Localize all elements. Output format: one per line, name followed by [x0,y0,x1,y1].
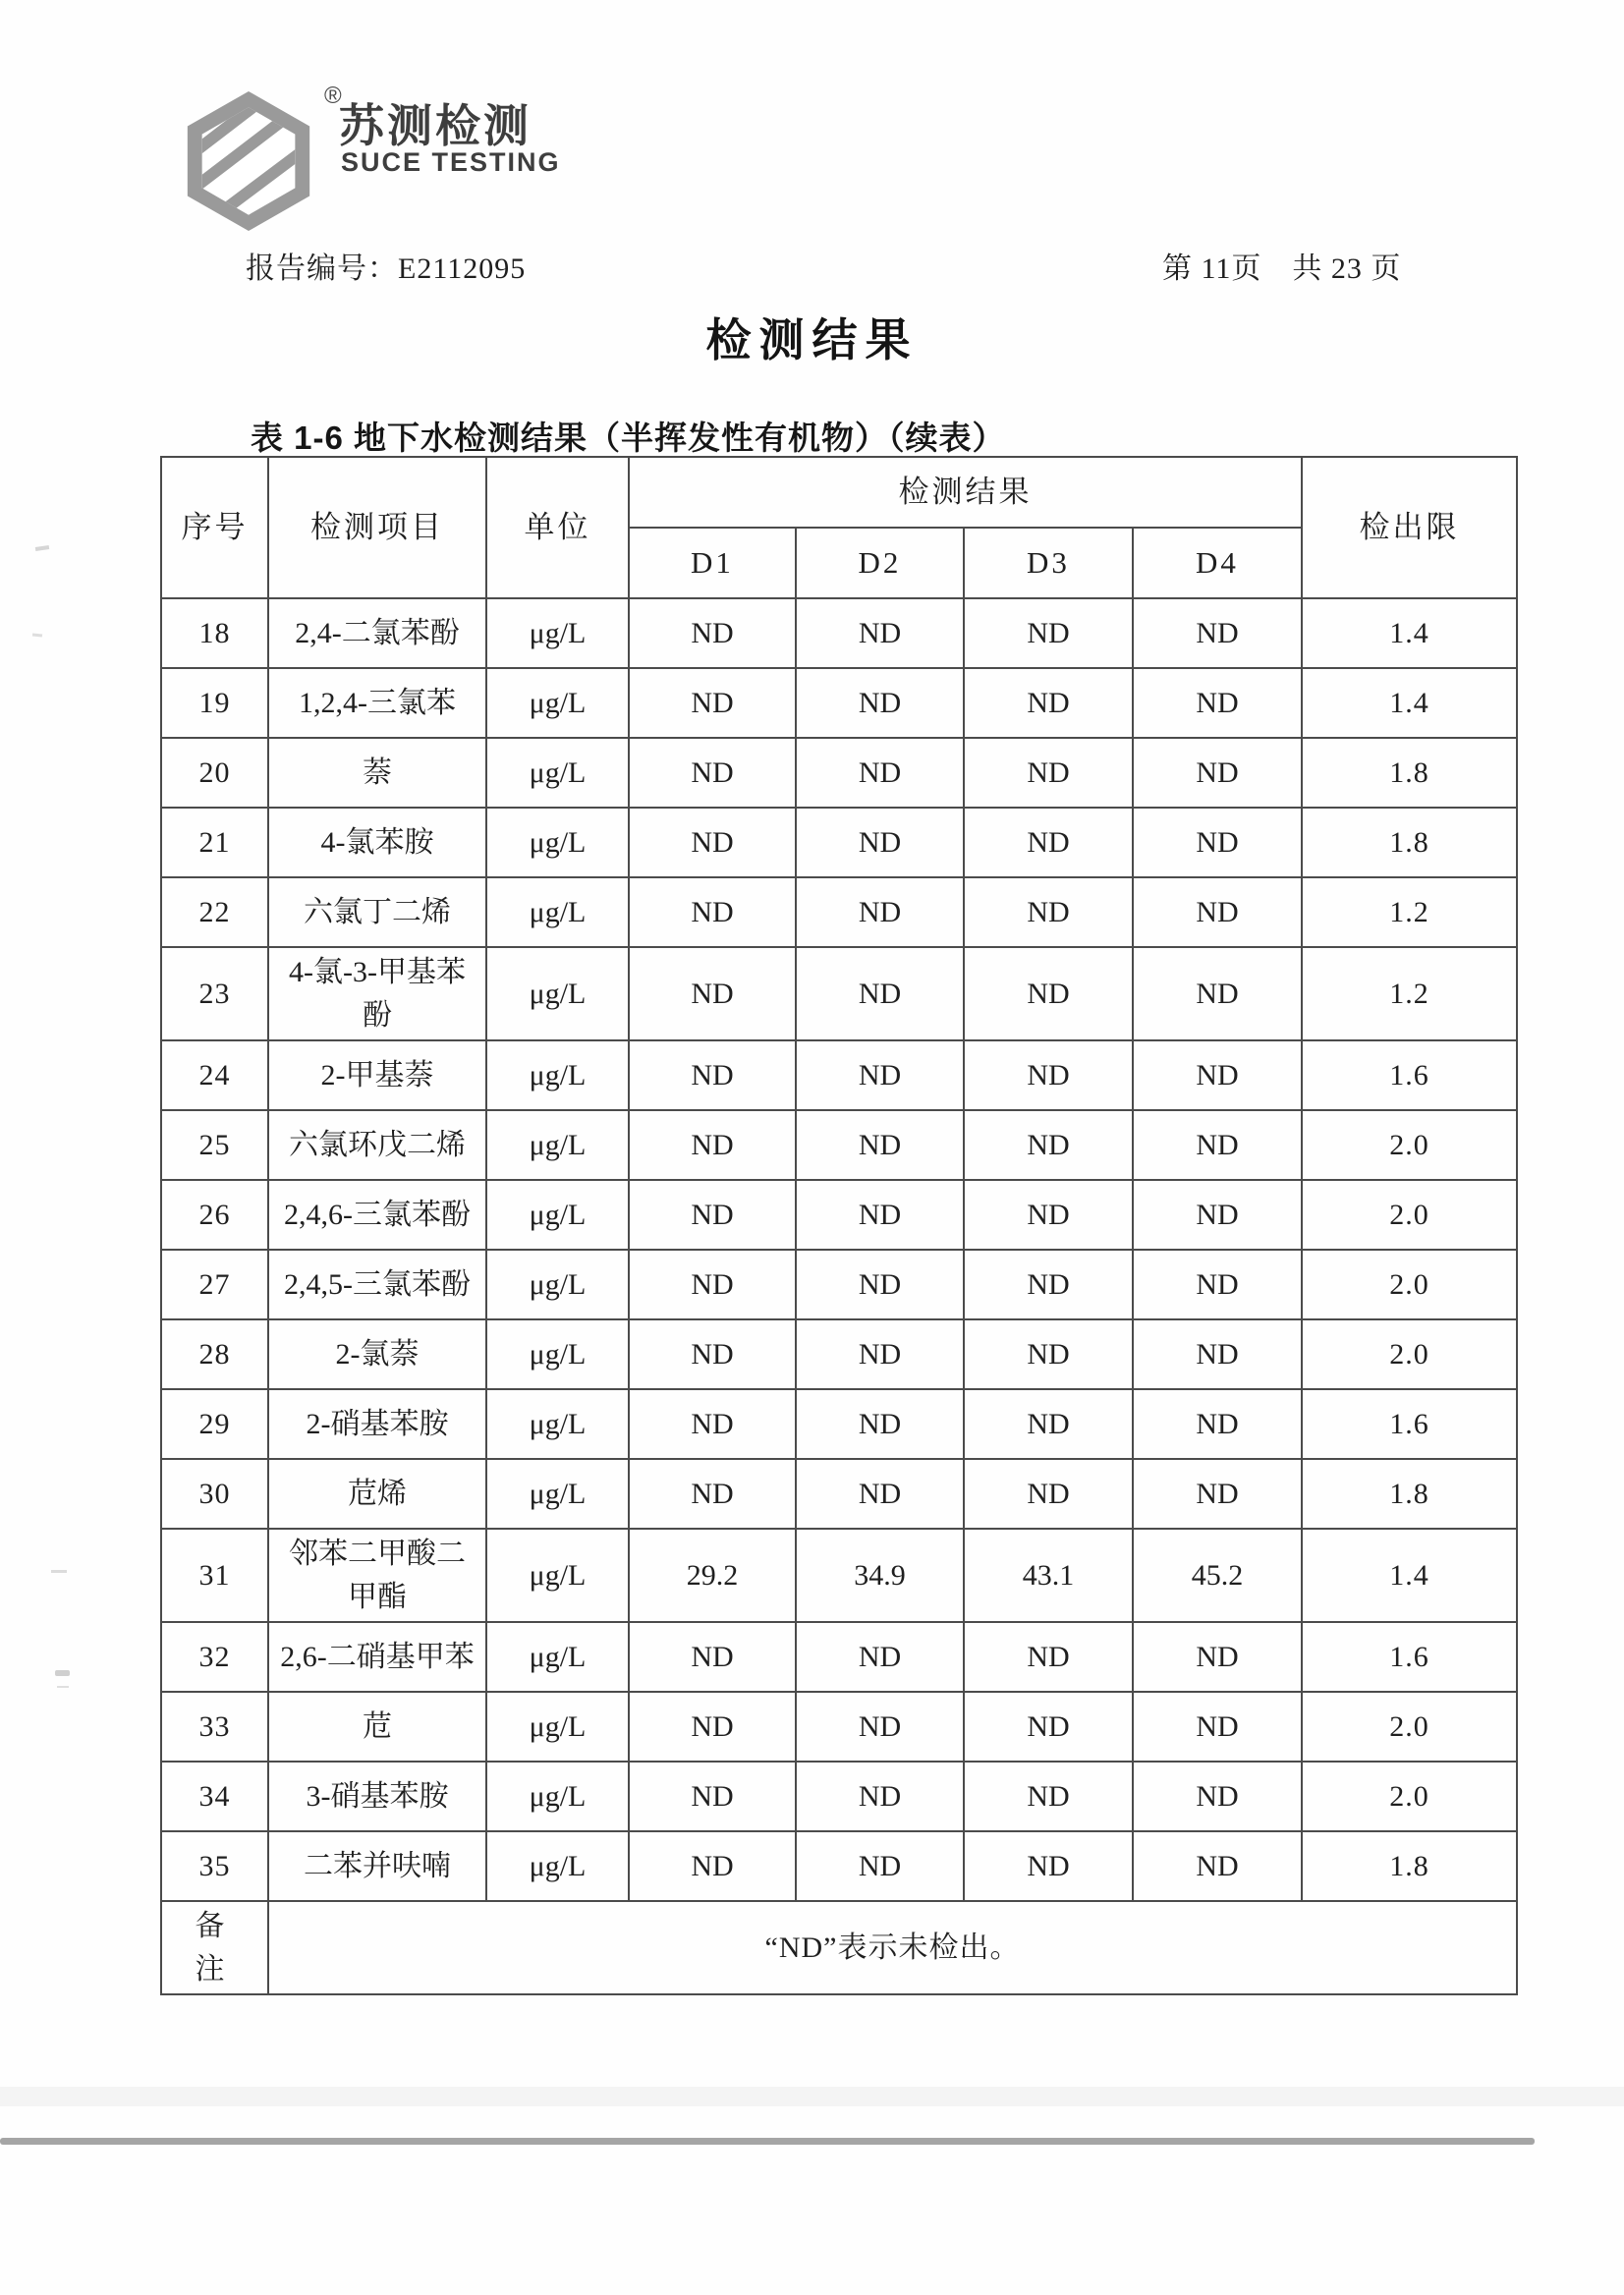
cell-limit: 1.2 [1302,877,1517,947]
cell-unit: μg/L [486,598,629,668]
remark-text: “ND”表示未检出。 [268,1901,1517,1994]
cell-limit: 2.0 [1302,1110,1517,1180]
cell-d3: ND [964,1831,1133,1901]
cell-unit: μg/L [486,1459,629,1529]
cell-d3: ND [964,1692,1133,1762]
cell-d4: ND [1133,947,1302,1040]
scan-band-light [0,2087,1624,2106]
cell-d3: ND [964,1389,1133,1459]
cell-no: 27 [161,1250,268,1319]
table-header [161,457,1517,598]
cell-d4: ND [1133,1319,1302,1389]
cell-no: 35 [161,1831,268,1901]
cell-d4: ND [1133,877,1302,947]
cell-d4: ND [1133,808,1302,877]
cell-limit: 2.0 [1302,1692,1517,1762]
table-row [161,1692,1517,1762]
results-table [160,456,1518,1995]
cell-d2: ND [796,1180,964,1250]
cell-item: 六氯丁二烯 [268,877,486,947]
table-row [161,1831,1517,1901]
cell-d1: ND [629,1319,796,1389]
cell-no: 22 [161,877,268,947]
cell-item: 2,4,6-三氯苯酚 [268,1180,486,1250]
cell-d2: ND [796,738,964,808]
cell-limit: 1.2 [1302,947,1517,1040]
cell-item: 2,6-二硝基甲苯 [268,1622,486,1692]
scan-band-dark [0,2138,1535,2145]
header-col-results: 检测结果 [629,457,1302,528]
cell-no: 26 [161,1180,268,1250]
cell-d1: 29.2 [629,1529,796,1622]
cell-d1: ND [629,1040,796,1110]
cell-unit: μg/L [486,1831,629,1901]
cell-unit: μg/L [486,1762,629,1831]
header-sub-col-d4: D4 [1133,528,1302,598]
cell-d2: ND [796,1389,964,1459]
cell-d3: ND [964,1762,1133,1831]
cell-d1: ND [629,1180,796,1250]
cell-unit: μg/L [486,1319,629,1389]
cell-unit: μg/L [486,808,629,877]
cell-item: 2-硝基苯胺 [268,1389,486,1459]
cell-d2: ND [796,598,964,668]
table-row [161,1389,1517,1459]
cell-unit: μg/L [486,1389,629,1459]
cell-d2: ND [796,1831,964,1901]
cell-d2: ND [796,1762,964,1831]
scan-speck [51,1570,67,1573]
cell-item: 二苯并呋喃 [268,1831,486,1901]
cell-d4: ND [1133,1459,1302,1529]
cell-d2: ND [796,1250,964,1319]
cell-limit: 2.0 [1302,1762,1517,1831]
cell-d4: ND [1133,1110,1302,1180]
cell-no: 19 [161,668,268,738]
cell-limit: 1.6 [1302,1040,1517,1110]
cell-d4: ND [1133,1692,1302,1762]
cell-d1: ND [629,1622,796,1692]
cell-limit: 2.0 [1302,1180,1517,1250]
cell-no: 25 [161,1110,268,1180]
cell-no: 18 [161,598,268,668]
cell-d1: ND [629,808,796,877]
cell-d3: ND [964,1459,1133,1529]
table-row [161,1459,1517,1529]
cell-d1: ND [629,598,796,668]
cell-d4: ND [1133,1762,1302,1831]
table-row [161,1622,1517,1692]
cell-d1: ND [629,1110,796,1180]
cell-limit: 1.4 [1302,668,1517,738]
cell-item: 4-氯苯胺 [268,808,486,877]
cell-unit: μg/L [486,1692,629,1762]
page-number-info: 第 11页 共 23 页 [1162,252,1402,285]
cell-no: 34 [161,1762,268,1831]
table-row [161,598,1517,668]
cell-d1: ND [629,738,796,808]
cell-item: 萘 [268,738,486,808]
cell-limit: 2.0 [1302,1250,1517,1319]
table-row [161,1040,1517,1110]
cell-item: 2-甲基萘 [268,1040,486,1110]
cell-d2: ND [796,668,964,738]
cell-limit: 1.8 [1302,808,1517,877]
cell-no: 29 [161,1389,268,1459]
cell-no: 20 [161,738,268,808]
table-row [161,1319,1517,1389]
header-sub-col-d2: D2 [796,528,964,598]
cell-item: 1,2,4-三氯苯 [268,668,486,738]
cell-no: 30 [161,1459,268,1529]
cell-item: 苊烯 [268,1459,486,1529]
cell-d3: ND [964,738,1133,808]
cell-item: 六氯环戊二烯 [268,1110,486,1180]
cell-d1: ND [629,1459,796,1529]
table-row [161,738,1517,808]
cell-d4: ND [1133,1250,1302,1319]
company-logo [175,83,561,242]
cell-d2: ND [796,1319,964,1389]
cell-no: 24 [161,1040,268,1110]
cell-no: 31 [161,1529,268,1622]
cell-d3: 43.1 [964,1529,1133,1622]
cell-unit: μg/L [486,668,629,738]
registered-trademark-icon: ® [324,83,342,109]
cell-d1: ND [629,1692,796,1762]
scan-speck [55,1670,70,1676]
cell-d3: ND [964,877,1133,947]
remark-section [161,1901,1517,1994]
cell-d3: ND [964,808,1133,877]
cell-item: 邻苯二甲酸二甲酯 [268,1529,486,1622]
scan-speck [57,1686,69,1688]
cell-d2: ND [796,1110,964,1180]
cell-limit: 1.6 [1302,1622,1517,1692]
cell-d3: ND [964,1040,1133,1110]
cell-d2: ND [796,877,964,947]
cell-unit: μg/L [486,1180,629,1250]
cell-item: 4-氯-3-甲基苯酚 [268,947,486,1040]
cell-unit: μg/L [486,877,629,947]
cell-item: 2,4,5-三氯苯酚 [268,1250,486,1319]
remark-label: 备 注 [161,1901,268,1994]
scan-speck [35,545,49,551]
header-col-item: 检测项目 [268,457,486,598]
table-row [161,1110,1517,1180]
table-row [161,808,1517,877]
header-col-unit: 单位 [486,457,629,598]
scan-speck [32,633,42,637]
cell-d4: ND [1133,1831,1302,1901]
cell-unit: μg/L [486,947,629,1040]
cell-d4: 45.2 [1133,1529,1302,1622]
cell-d1: ND [629,947,796,1040]
cell-d2: ND [796,947,964,1040]
table-row [161,668,1517,738]
cell-d1: ND [629,668,796,738]
cell-unit: μg/L [486,738,629,808]
cell-no: 32 [161,1622,268,1692]
header-sub-col-d1: D1 [629,528,796,598]
cell-d3: ND [964,668,1133,738]
table-title: 表 1-6 地下水检测结果（半挥发性有机物）（续表） [251,420,1006,456]
cell-d3: ND [964,1180,1133,1250]
hexagon-logo-icon [175,88,322,234]
cell-item: 3-硝基苯胺 [268,1762,486,1831]
table-body [161,598,1517,1901]
brand-name-english: SUCE TESTING [341,147,561,177]
cell-d2: 34.9 [796,1529,964,1622]
cell-d3: ND [964,1622,1133,1692]
table-row [161,1180,1517,1250]
cell-limit: 1.8 [1302,1459,1517,1529]
cell-unit: μg/L [486,1040,629,1110]
cell-d1: ND [629,1389,796,1459]
table-row [161,1250,1517,1319]
header-col-limit: 检出限 [1302,457,1517,598]
page-title: 检测结果 [705,314,919,365]
cell-d1: ND [629,1250,796,1319]
cell-no: 23 [161,947,268,1040]
cell-unit: μg/L [486,1250,629,1319]
cell-d4: ND [1133,1622,1302,1692]
cell-unit: μg/L [486,1529,629,1622]
table-row [161,1529,1517,1622]
table-row [161,1762,1517,1831]
remark-row [161,1901,1517,1994]
cell-limit: 1.8 [1302,738,1517,808]
cell-unit: μg/L [486,1110,629,1180]
cell-d2: ND [796,1622,964,1692]
cell-no: 28 [161,1319,268,1389]
header-sub-col-d3: D3 [964,528,1133,598]
cell-d3: ND [964,1319,1133,1389]
table-row [161,877,1517,947]
cell-d4: ND [1133,598,1302,668]
cell-limit: 1.8 [1302,1831,1517,1901]
cell-d3: ND [964,1110,1133,1180]
cell-item: 苊 [268,1692,486,1762]
cell-d3: ND [964,947,1133,1040]
cell-item: 2-氯萘 [268,1319,486,1389]
cell-d2: ND [796,1040,964,1110]
cell-item: 2,4-二氯苯酚 [268,598,486,668]
cell-d4: ND [1133,1040,1302,1110]
header-col-no: 序号 [161,457,268,598]
cell-d1: ND [629,1831,796,1901]
cell-d4: ND [1133,738,1302,808]
cell-unit: μg/L [486,1622,629,1692]
cell-no: 21 [161,808,268,877]
cell-d2: ND [796,808,964,877]
cell-limit: 1.6 [1302,1389,1517,1459]
cell-d4: ND [1133,1389,1302,1459]
table-row [161,947,1517,1040]
cell-d1: ND [629,877,796,947]
cell-d1: ND [629,1762,796,1831]
cell-d4: ND [1133,668,1302,738]
cell-limit: 2.0 [1302,1319,1517,1389]
cell-limit: 1.4 [1302,1529,1517,1622]
cell-d2: ND [796,1459,964,1529]
cell-d4: ND [1133,1180,1302,1250]
cell-no: 33 [161,1692,268,1762]
report-number: 报告编号：E2112095 [246,252,527,285]
brand-name-chinese: 苏测检测 [339,100,532,151]
cell-d2: ND [796,1692,964,1762]
cell-limit: 1.4 [1302,598,1517,668]
cell-d3: ND [964,1250,1133,1319]
cell-d3: ND [964,598,1133,668]
